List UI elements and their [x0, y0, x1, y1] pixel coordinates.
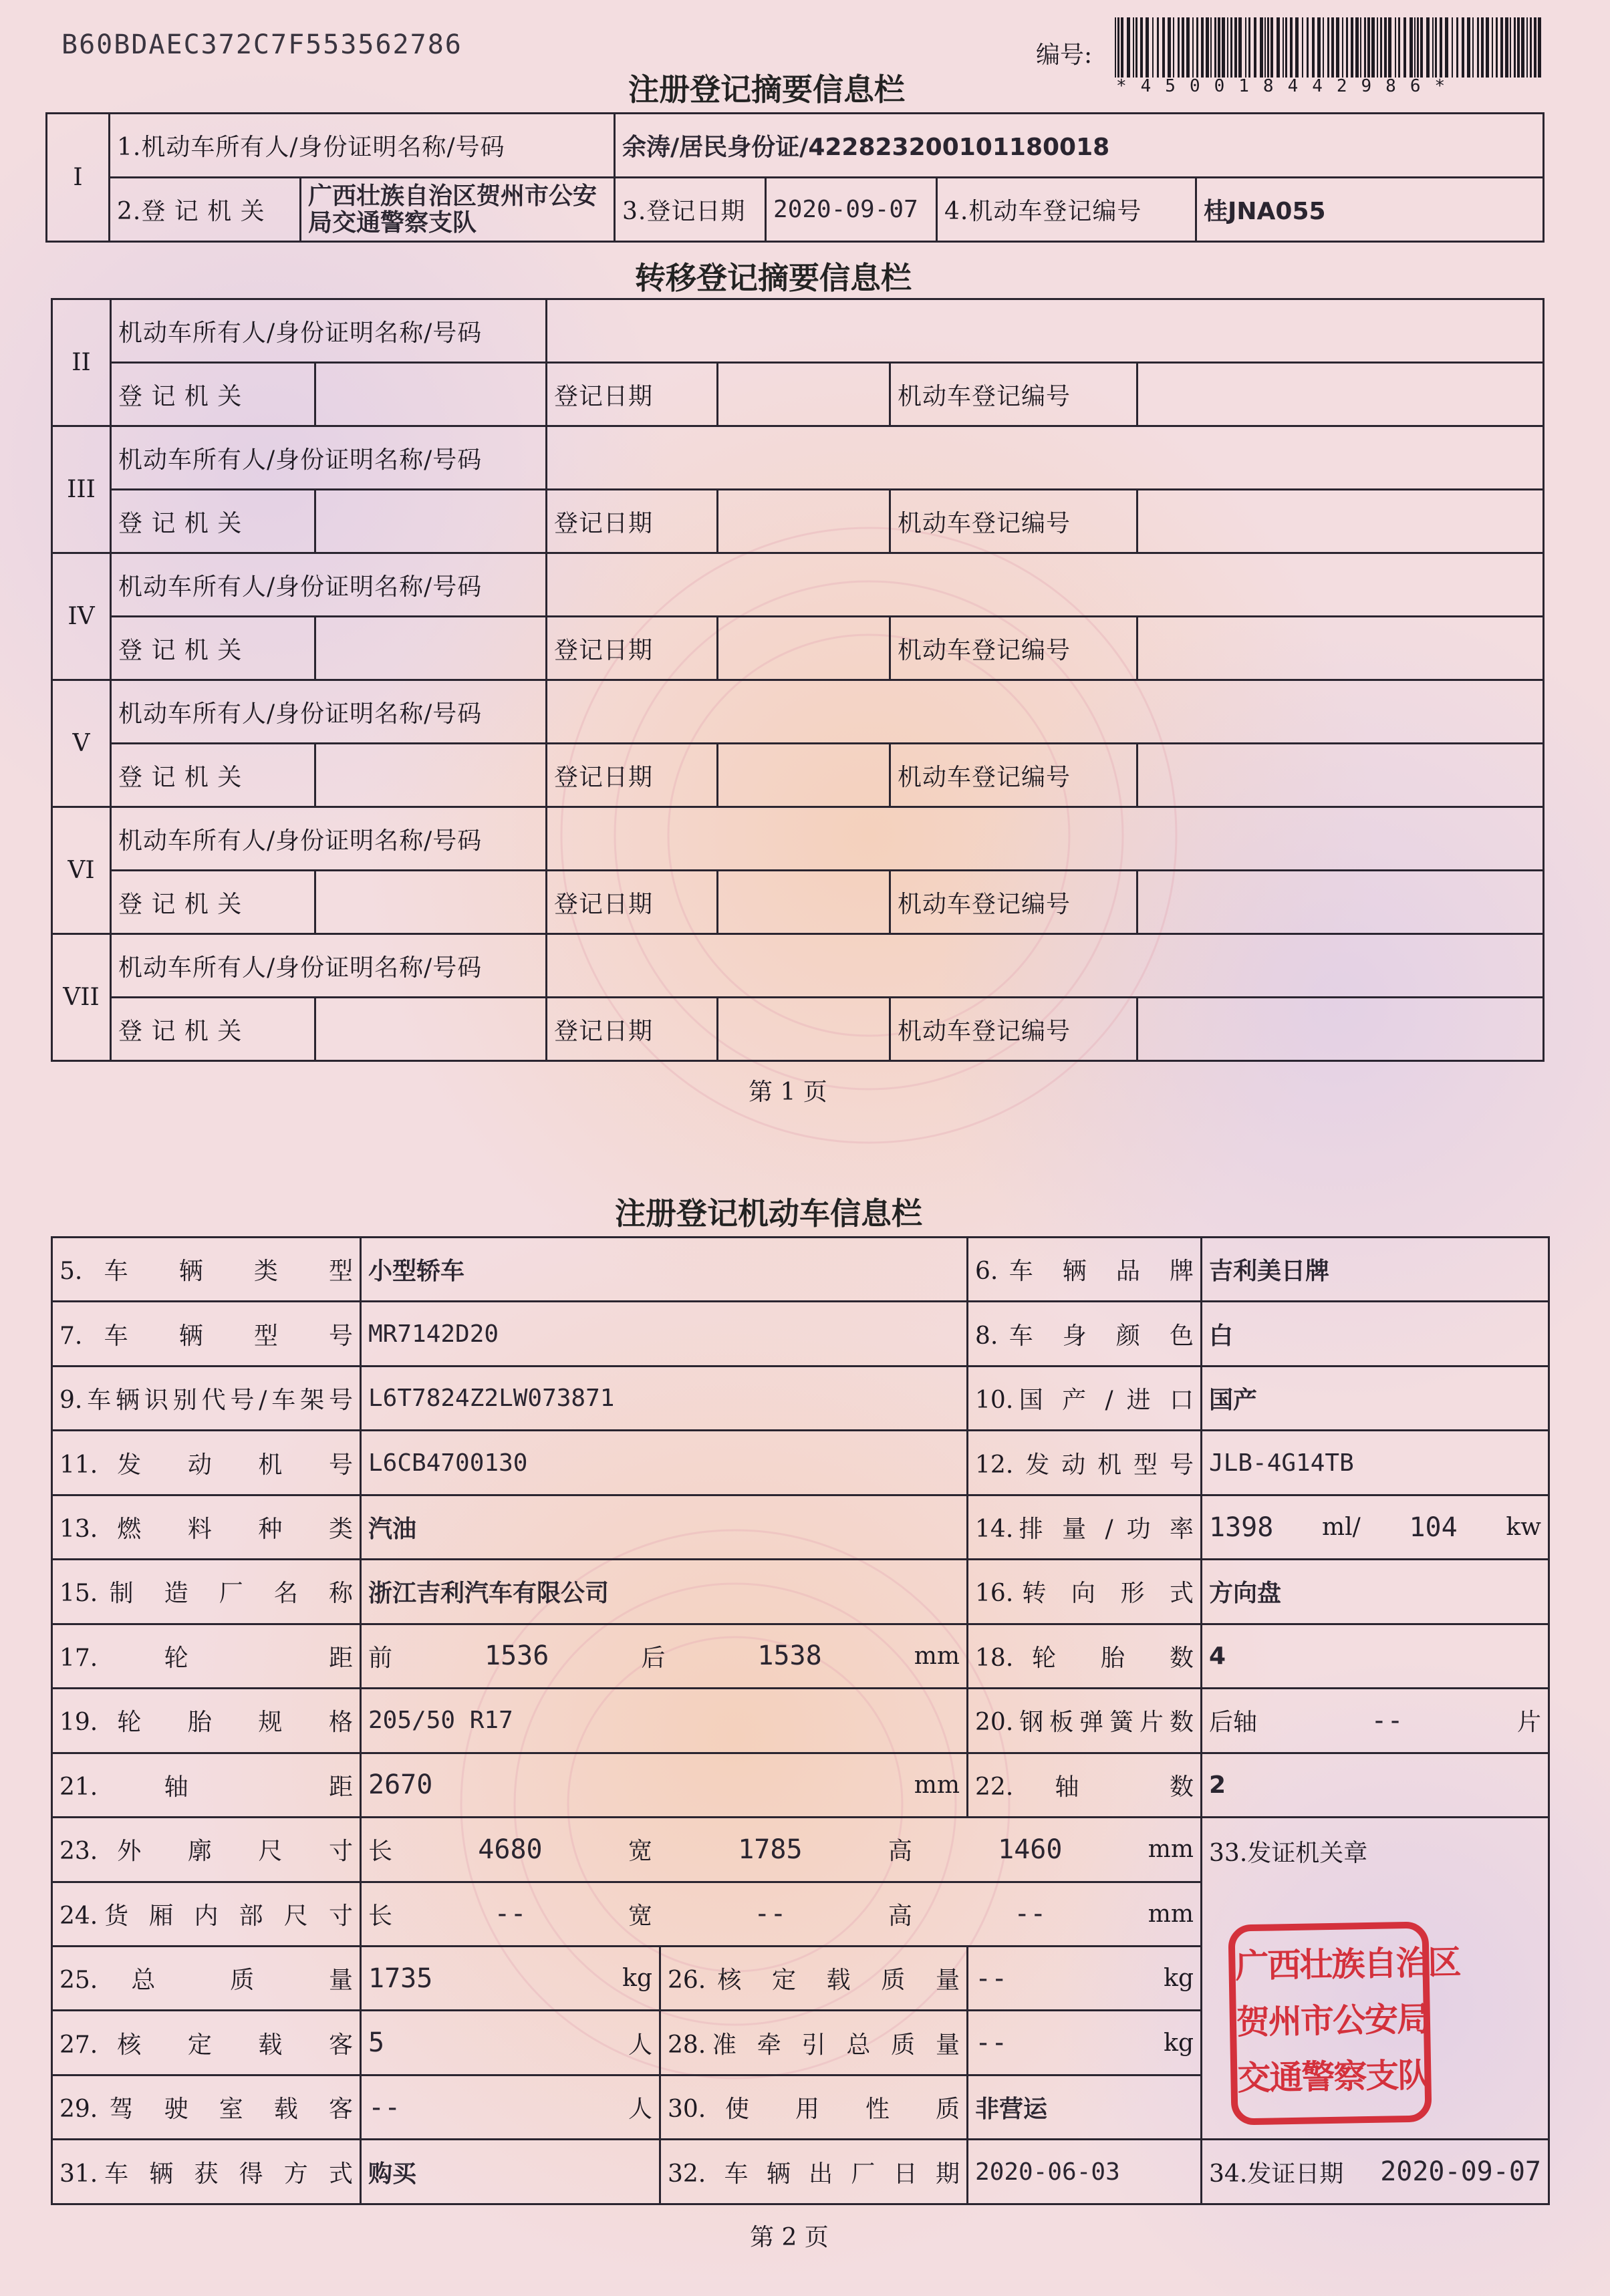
manufacturer-label: 15.制 造 厂 名 称: [52, 1560, 361, 1624]
cargo-height-value: --: [1014, 1898, 1047, 1930]
transfer-authority-label: 登 记 机 关: [111, 617, 315, 680]
engine-model-label: 12.发动机型号: [968, 1431, 1202, 1495]
transfer-registration-number-label: 机动车登记编号: [890, 617, 1137, 680]
transfer-owner-value: [547, 426, 1544, 490]
engine-model-value: JLB-4G14TB: [1202, 1431, 1549, 1495]
transfer-authority-value: [315, 744, 547, 807]
outer-height-label: 高: [888, 1838, 912, 1866]
wheelbase-value: 2670: [368, 1769, 433, 1801]
leaf-spring-label: 20.钢板弹簧片数: [968, 1689, 1202, 1753]
transfer-authority-value: [315, 617, 547, 680]
vehicle-brand-label: 6.车 辆 品 牌: [968, 1238, 1202, 1302]
track-front-label: 前: [368, 1644, 393, 1672]
registration-date-value: 2020-09-07: [766, 178, 937, 242]
fuel-type-label: 13.燃 料 种 类: [52, 1495, 361, 1559]
outer-height-value: 1460: [998, 1834, 1063, 1865]
towing-mass-cell: [968, 2011, 1202, 2075]
outer-width-label: 宽: [628, 1838, 652, 1866]
passenger-capacity-value: 5: [368, 2027, 385, 2059]
transfer-owner-label: 机动车所有人/身份证明名称/号码: [111, 934, 547, 998]
barcode: [1115, 17, 1542, 78]
transfer-date-value: [718, 363, 890, 426]
transfer-authority-value: [315, 871, 547, 934]
transfer-registration-number-value: [1137, 998, 1544, 1061]
rated-load-cell: [968, 1946, 1202, 2010]
total-mass-value: 1735: [368, 1963, 433, 1994]
cargo-length-value: --: [494, 1898, 527, 1930]
transfer-owner-label: 机动车所有人/身份证明名称/号码: [111, 299, 547, 363]
transfer-registration-number-value: [1137, 490, 1544, 553]
transfer-owner-label: 机动车所有人/身份证明名称/号码: [111, 426, 547, 490]
transfer-date-label: 登记日期: [547, 871, 718, 934]
tire-spec-label: 19.轮 胎 规 格: [52, 1689, 361, 1753]
track-width-cell: [361, 1624, 968, 1688]
rated-load-label: 26.核 定 载 质 量: [660, 1946, 968, 2010]
transfer-authority-value: [315, 490, 547, 553]
registration-summary-table: [45, 112, 1545, 243]
outer-length-value: 4680: [478, 1834, 543, 1865]
transfer-registration-number-label: 机动车登记编号: [890, 490, 1137, 553]
tire-count-label: 18.轮 胎 数: [968, 1624, 1202, 1688]
transfer-date-label: 登记日期: [547, 998, 718, 1061]
outer-width-value: 1785: [738, 1834, 803, 1865]
steering-label: 16.转 向 形 式: [968, 1560, 1202, 1624]
acquisition-method-value: 购买: [361, 2140, 660, 2204]
transfer-section-number: II: [52, 299, 111, 426]
transfer-authority-label: 登 记 机 关: [111, 363, 315, 426]
factory-date-value: 2020-06-03: [968, 2140, 1202, 2204]
vehicle-info-title: 注册登记机动车信息栏: [615, 1195, 922, 1232]
transfer-owner-value: [547, 680, 1544, 744]
steering-value: 方向盘: [1202, 1560, 1549, 1624]
axle-count-label: 22.轴 数: [968, 1753, 1202, 1817]
track-rear-label: 后: [641, 1644, 666, 1672]
passenger-capacity-unit: 人: [628, 2031, 652, 2059]
body-color-value: 白: [1202, 1302, 1549, 1366]
displacement-value: 1398: [1209, 1512, 1274, 1543]
transfer-section-number: VII: [52, 934, 111, 1061]
official-seal-stamp: [1228, 1921, 1460, 2125]
transfer-authority-label: 登 记 机 关: [111, 490, 315, 553]
transfer-authority-label: 登 记 机 关: [111, 744, 315, 807]
outer-dimensions-unit: mm: [1148, 1836, 1194, 1864]
transfer-owner-value: [547, 934, 1544, 998]
owner-label: 1.机动车所有人/身份证明名称/号码: [110, 114, 615, 178]
section-number-i: I: [47, 114, 110, 242]
transfer-date-value: [718, 998, 890, 1061]
transfer-date-label: 登记日期: [547, 490, 718, 553]
displacement-power-label: 14.排 量 / 功 率: [968, 1495, 1202, 1559]
transfer-section-number: VI: [52, 807, 111, 934]
transfer-registration-number-value: [1137, 871, 1544, 934]
towing-mass-unit: kg: [1164, 2029, 1194, 2057]
transfer-section-number: IV: [52, 553, 111, 680]
track-rear-value: 1538: [757, 1640, 822, 1672]
page-1-label: 第 1 页: [749, 1079, 827, 1106]
vin-value: L6T7824Z2LW073871: [361, 1366, 968, 1430]
cab-passengers-value: --: [368, 2092, 401, 2123]
passenger-capacity-label: 27.核 定 载 客: [52, 2011, 361, 2075]
transfer-registration-number-label: 机动车登记编号: [890, 871, 1137, 934]
origin-value: 国产: [1202, 1366, 1549, 1430]
wheelbase-unit: mm: [914, 1771, 960, 1799]
transfer-registration-number-label: 机动车登记编号: [890, 744, 1137, 807]
cargo-width-label: 宽: [628, 1902, 652, 1930]
transfer-authority-label: 登 记 机 关: [111, 871, 315, 934]
rated-load-value: --: [975, 1963, 1008, 1994]
vehicle-brand-value: 吉利美日牌: [1202, 1238, 1549, 1302]
leaf-spring-value: --: [1371, 1705, 1403, 1736]
displacement-power-cell: [1202, 1495, 1549, 1559]
transfer-date-value: [718, 617, 890, 680]
power-value: 104: [1409, 1512, 1458, 1543]
transfer-authority-value: [315, 363, 547, 426]
towing-mass-label: 28.准 牵 引 总 质 量: [660, 2011, 968, 2075]
origin-label: 10.国 产 / 进 口: [968, 1366, 1202, 1430]
issue-date-value: 2020-09-07: [1380, 2156, 1542, 2188]
usage-type-value: 非营运: [968, 2075, 1202, 2139]
track-unit: mm: [914, 1642, 960, 1670]
seal-line-2: 贺州市公安局: [1236, 1999, 1430, 2042]
tire-spec-value: 205/50 R17: [361, 1689, 968, 1753]
issue-date-cell: [1202, 2140, 1549, 2204]
registration-number-value: 桂JNA055: [1196, 178, 1544, 242]
cab-passengers-cell: [361, 2075, 660, 2139]
wheelbase-cell: [361, 1753, 968, 1817]
displacement-unit: ml/: [1322, 1514, 1361, 1542]
transfer-owner-value: [547, 299, 1544, 363]
body-color-label: 8.车 身 颜 色: [968, 1302, 1202, 1366]
cab-passengers-label: 29.驾 驶 室 载 客: [52, 2075, 361, 2139]
cargo-dimensions-label: 24.货 厢 内 部 尺 寸: [52, 1882, 361, 1946]
engine-number-label: 11.发 动 机 号: [52, 1431, 361, 1495]
owner-value: 余涛/居民身份证/422823200101180018: [615, 114, 1544, 178]
acquisition-method-label: 31.车 辆 获 得 方 式: [52, 2140, 361, 2204]
transfer-date-value: [718, 490, 890, 553]
vehicle-model-label: 7.车 辆 型 号: [52, 1302, 361, 1366]
outer-length-label: 长: [368, 1838, 393, 1866]
document-serial-number: B60BDAEC372C7F553562786: [61, 29, 462, 60]
track-front-value: 1536: [485, 1640, 549, 1672]
transfer-registration-number-value: [1137, 363, 1544, 426]
transfer-date-label: 登记日期: [547, 363, 718, 426]
vehicle-type-label: 5.车 辆 类 型: [52, 1238, 361, 1302]
power-unit: kw: [1506, 1514, 1541, 1542]
transfer-summary-title: 转移登记摘要信息栏: [635, 260, 912, 296]
authority-label: 2.登 记 机 关: [110, 178, 301, 242]
cab-passengers-unit: 人: [628, 2096, 652, 2124]
seal-line-3: 交通警察支队: [1236, 2055, 1430, 2098]
total-mass-label: 25.总 质 量: [52, 1946, 361, 2010]
transfer-date-value: [718, 871, 890, 934]
cargo-dimensions-unit: mm: [1148, 1900, 1194, 1928]
transfer-registration-number-label: 机动车登记编号: [890, 998, 1137, 1061]
transfer-owner-value: [547, 553, 1544, 617]
factory-date-label: 32.车辆出厂日期: [660, 2140, 968, 2204]
cargo-dimensions-cell: [361, 1882, 1202, 1946]
outer-dimensions-label: 23.外 廓 尺 寸: [52, 1818, 361, 1882]
total-mass-unit: kg: [622, 1965, 652, 1993]
registration-date-label: 3.登记日期: [615, 178, 766, 242]
transfer-registration-number-value: [1137, 744, 1544, 807]
transfer-date-label: 登记日期: [547, 744, 718, 807]
leaf-spring-cell: [1202, 1689, 1549, 1753]
seal-line-1: 广西壮族自治区: [1234, 1943, 1460, 1986]
cargo-width-value: --: [754, 1898, 787, 1930]
wheelbase-label: 21.轴 距: [52, 1753, 361, 1817]
manufacturer-value: 浙江吉利汽车有限公司: [361, 1560, 968, 1624]
axle-count-value: 2: [1202, 1753, 1549, 1817]
registration-summary-title: 注册登记摘要信息栏: [628, 71, 905, 108]
transfer-owner-label: 机动车所有人/身份证明名称/号码: [111, 553, 547, 617]
authority-value: 广西壮族自治区贺州市公安局交通警察支队: [301, 178, 615, 242]
transfer-date-label: 登记日期: [547, 617, 718, 680]
engine-number-value: L6CB4700130: [361, 1431, 968, 1495]
issue-date-label: 34.发证日期: [1209, 2160, 1344, 2188]
transfer-summary-table: [51, 298, 1545, 1062]
total-mass-cell: [361, 1946, 660, 2010]
number-label: 编号:: [1036, 41, 1093, 69]
issuing-authority-seal-label: 33.发证机关章: [1209, 1840, 1368, 1868]
vehicle-type-value: 小型轿车: [361, 1238, 968, 1302]
transfer-date-value: [718, 744, 890, 807]
barcode-digits: *450018442986*: [1116, 76, 1460, 96]
vin-label: 9.车辆识别代号/车架号: [52, 1366, 361, 1430]
leaf-spring-unit: 片: [1516, 1709, 1541, 1737]
transfer-registration-number-label: 机动车登记编号: [890, 363, 1137, 426]
outer-dimensions-cell: [361, 1818, 1202, 1882]
track-width-label: 17.轮 距: [52, 1624, 361, 1688]
towing-mass-value: --: [975, 2027, 1008, 2059]
transfer-owner-label: 机动车所有人/身份证明名称/号码: [111, 680, 547, 744]
transfer-section-number: V: [52, 680, 111, 807]
rear-axle-label: 后轴: [1209, 1709, 1258, 1737]
transfer-authority-value: [315, 998, 547, 1061]
passenger-capacity-cell: [361, 2011, 660, 2075]
rated-load-unit: kg: [1164, 1965, 1194, 1993]
registration-number-label: 4.机动车登记编号: [937, 178, 1196, 242]
page-2-label: 第 2 页: [750, 2224, 829, 2251]
usage-type-label: 30.使 用 性 质: [660, 2075, 968, 2139]
transfer-owner-value: [547, 807, 1544, 871]
tire-count-value: 4: [1202, 1624, 1549, 1688]
transfer-owner-label: 机动车所有人/身份证明名称/号码: [111, 807, 547, 871]
vehicle-model-value: MR7142D20: [361, 1302, 968, 1366]
transfer-authority-label: 登 记 机 关: [111, 998, 315, 1061]
cargo-length-label: 长: [368, 1902, 393, 1930]
transfer-section-number: III: [52, 426, 111, 553]
cargo-height-label: 高: [888, 1902, 912, 1930]
fuel-type-value: 汽油: [361, 1495, 968, 1559]
transfer-registration-number-value: [1137, 617, 1544, 680]
